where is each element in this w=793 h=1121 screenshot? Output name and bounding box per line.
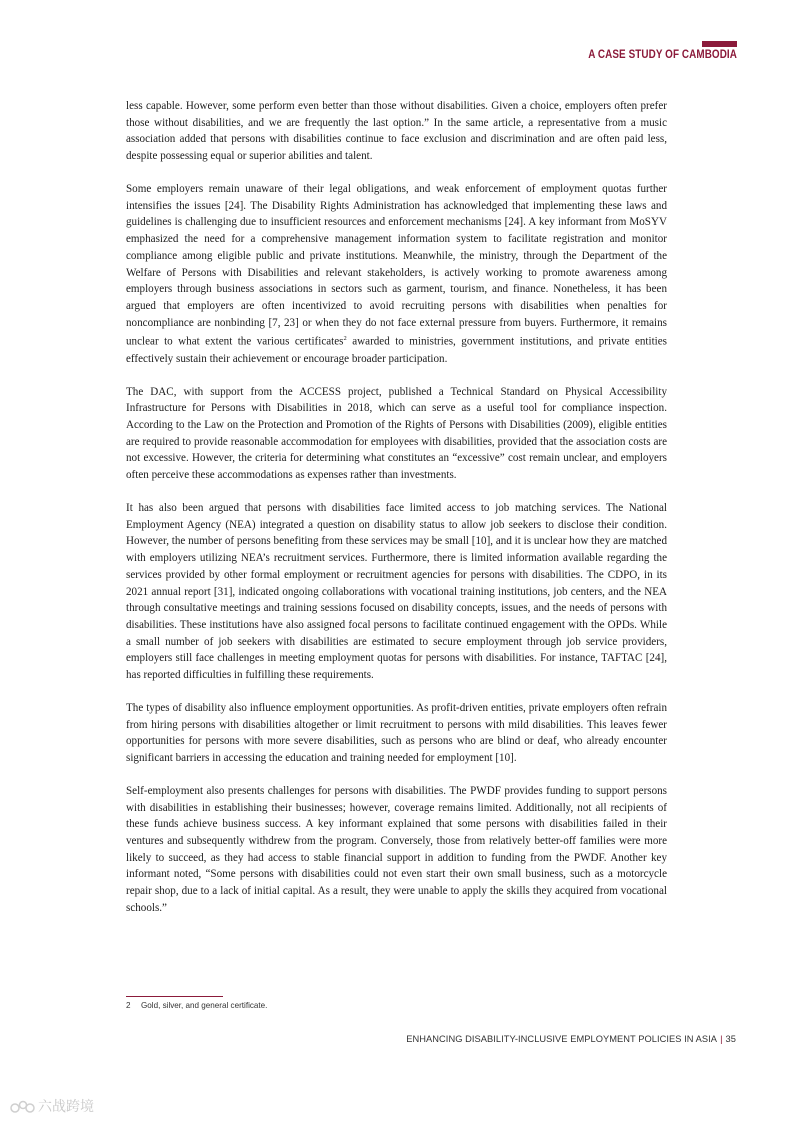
paragraph: The types of disability also influence employment opportunities. As profit-driven entities, private employers often refrain from hiring persons with disabilities altogether or limit recruitment to persons with mild disabilities. This leaves fewer opportunities for persons with more severe disabilities, such as persons who are blind or deaf, who already encounter significant barriers in accessing the education and training needed for employment [10]. [126, 701, 667, 765]
paragraph-text: Some employers remain unaware of their legal obligations, and weak enforcement of employment quotas further intensifies the issues [24]. The Disability Rights Administration has acknowledged that implementing these laws and guidelines is challenging due to insufficient resources and enforcement mechanisms [24]. A key informant from MoSYV emphasized the need for a comprehensive management information system to facilitate registration and monitor compliance among eligible public and private institutions. Meanwhile, the ministry, through the Department of the Welfare of Persons with Disabilities and relevant stakeholders, is actively working to promote awareness among employers through business associations in sectors such as garment, tourism, and finance. Nonetheless, it has been argued that employers are often incentivized to avoid recruiting persons with disabilities when penalties for noncompliance are nonbinding [7, 23] or when they do not face external pressure from buyers. Furthermore, it remains unclear to what extent the various certificates [126, 183, 667, 349]
footer-separator: | [720, 1034, 723, 1044]
paragraph: It has also been argued that persons with disabilities face limited access to job matching services. The National Employment Agency (NEA) integrated a question on disability status to allow job seekers to disclose their condition. However, the number of persons benefiting from these services may be small [10], and it is unclear how they are matched with employers utilizing NEA’s recruitment services. Furthermore, there is limited information available regarding the services provided by other formal employment or recruitment agencies for persons with disabilities. The CDPO, in its 2021 annual report [31], indicated ongoing collaborations with vocational training institutions, job centers, and the NEA through consultative meetings and training sessions focused on disability concepts, issues, and the needs of persons with disabilities. These institutions have also assigned focal persons to facilitate continued engagement with the OPDs. While a small number of job seekers with disabilities are estimated to secure employment through job service providers, employers still face challenges in meeting employment quotas for persons with disabilities. For instance, TAFTAC [24], has reported difficulties in fulfilling these requirements. [126, 502, 667, 682]
watermark [10, 1096, 94, 1116]
paragraph-text-tail: awarded to ministries, government institutions, and private entities effectively sustain their achievement or encourage broader participation. [126, 336, 667, 365]
watermark-logo-icon [10, 1099, 36, 1115]
paragraph: less capable. However, some perform even better than those without disabilities. Given a choice, employers often prefer those without disabilities, and we are frequently the last option.” In the same article, a representative from a music association added that persons with disabilities continue to face exclusion and discrimination and are often paid less, despite possessing equal or superior abilities and talent. [126, 100, 667, 163]
footnote-reference: 2 [343, 335, 347, 343]
footnote-number: 2 [126, 1001, 131, 1010]
page-number: 35 [725, 1034, 736, 1044]
footnote-divider [126, 996, 223, 997]
footnote [126, 1001, 267, 1010]
body-text [126, 98, 667, 933]
running-footer [406, 1034, 736, 1044]
watermark-text: 六战跨境 [38, 1099, 94, 1115]
footnote-text: Gold, silver, and general certificate. [141, 1001, 268, 1010]
paragraph: The DAC, with support from the ACCESS project, published a Technical Standard on Physical Accessibility Infrastructure for Persons with Disabilities in 2018, which can serve as a useful tool for compliance inspection. According to the Law on the Protection and Promotion of the Rights of Persons with Disabilities (2009), eligible entities are required to provide reasonable accommodation for employees with disabilities, provided that the association costs are not excessive. However, the criteria for determining what constitutes an “excessive” cost remain unclear, and employers often perceive these accommodations as expenses rather than investments. [126, 385, 667, 482]
running-header-title: A CASE STUDY OF CAMBODIA [588, 49, 737, 61]
paragraph: Self-employment also presents challenges for persons with disabilities. The PWDF provides funding to support persons with disabilities in establishing their businesses; however, coverage remains limited. Additionally, not all recipients of these funds achieve business success. A key informant explained that some persons with disabilities failed in their ventures and subsequently withdrew from the program. Conversely, those from relatively better-off families were more likely to succeed, as they had access to stable financial support in addition to funding from the PWDF. Another key informant noted, “Some persons with disabilities could not even start their own small business, such as a motorcycle repair shop, due to a lack of initial capital. As a result, they were unable to apply the skills they acquired from vocational schools.” [126, 784, 667, 914]
paragraph [126, 181, 667, 367]
footer-report-title: ENHANCING DISABILITY-INCLUSIVE EMPLOYMENT POLICIES IN ASIA [406, 1034, 718, 1044]
header-accent-bar [702, 41, 737, 47]
